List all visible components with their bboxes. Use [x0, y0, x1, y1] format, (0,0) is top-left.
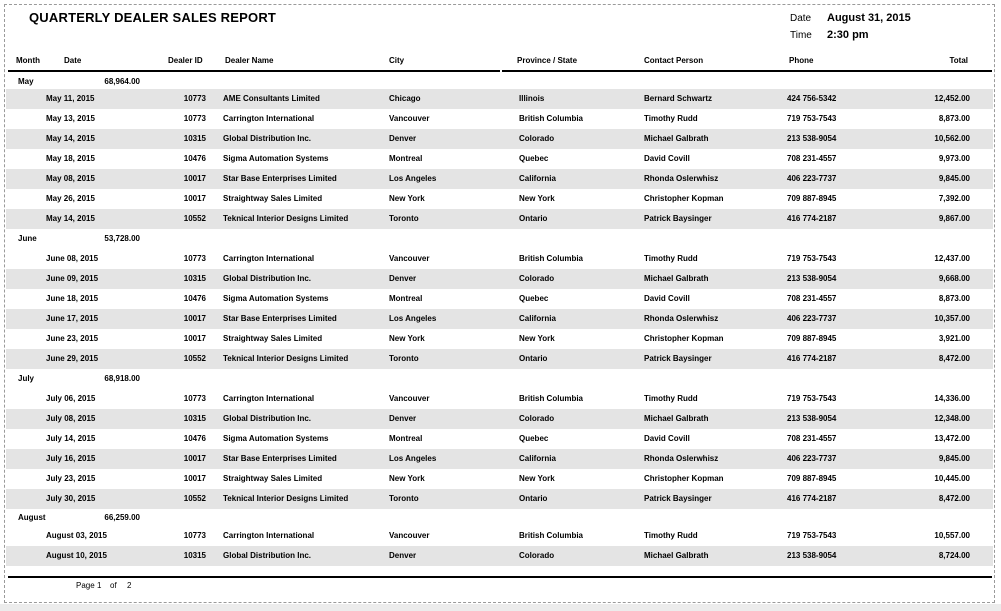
row-city: Vancouver — [389, 531, 430, 540]
date-label: Date — [790, 13, 812, 24]
page-footer — [0, 578, 1001, 594]
row-total: 12,437.00 — [934, 254, 970, 263]
row-phone: 213 538-9054 — [787, 134, 837, 143]
row-date: May 14, 2015 — [46, 134, 95, 143]
row-phone: 719 753-7543 — [787, 254, 837, 263]
row-total: 12,452.00 — [934, 94, 970, 103]
row-contact-person: Michael Galbrath — [644, 274, 709, 283]
row-city: Denver — [389, 274, 417, 283]
row-date: May 08, 2015 — [46, 174, 95, 183]
row-date: May 18, 2015 — [46, 154, 95, 163]
page-number: 1 — [97, 581, 102, 590]
row-total: 13,472.00 — [934, 434, 970, 443]
row-city: Montreal — [389, 154, 423, 163]
table-row — [6, 449, 993, 469]
row-city: Montreal — [389, 294, 423, 303]
row-province-state: Illinois — [519, 94, 545, 103]
row-phone: 416 774-2187 — [787, 214, 837, 223]
row-phone: 416 774-2187 — [787, 354, 837, 363]
row-phone: 416 774-2187 — [787, 494, 837, 503]
row-dealer-name: Straightway Sales Limited — [223, 194, 323, 203]
row-city: Toronto — [389, 354, 419, 363]
row-province-state: California — [519, 314, 556, 323]
table-row — [6, 169, 993, 189]
row-total: 9,867.00 — [938, 214, 970, 223]
row-dealer-name: Teknical Interior Designs Limited — [223, 354, 349, 363]
row-dealer-name: AME Consultants Limited — [223, 94, 320, 103]
row-total: 10,357.00 — [934, 314, 970, 323]
row-contact-person: Rhonda Oslerwhisz — [644, 314, 719, 323]
table-row — [6, 389, 993, 409]
row-date: July 16, 2015 — [46, 454, 96, 463]
row-date: July 08, 2015 — [46, 414, 96, 423]
row-dealer-name: Star Base Enterprises Limited — [223, 174, 337, 183]
table-row — [6, 546, 993, 566]
table-row — [6, 269, 993, 289]
row-dealer-id: 10315 — [183, 274, 206, 283]
row-city: Toronto — [389, 494, 419, 503]
row-city: Los Angeles — [389, 314, 437, 323]
row-date: June 09, 2015 — [46, 274, 99, 283]
row-total: 8,472.00 — [938, 494, 970, 503]
row-total: 8,724.00 — [938, 551, 970, 560]
row-total: 10,445.00 — [934, 474, 970, 483]
row-phone: 213 538-9054 — [787, 274, 837, 283]
row-total: 7,392.00 — [938, 194, 970, 203]
row-dealer-id: 10315 — [183, 414, 206, 423]
row-date: June 18, 2015 — [46, 294, 99, 303]
row-city: Denver — [389, 414, 417, 423]
row-phone: 406 223-7737 — [787, 314, 837, 323]
column-header-month: Month — [16, 56, 40, 65]
row-contact-person: Michael Galbrath — [644, 551, 709, 560]
row-contact-person: David Covill — [644, 154, 690, 163]
row-contact-person: Christopher Kopman — [644, 334, 724, 343]
group-subtotal: 66,259.00 — [104, 513, 140, 522]
column-header-contact-person: Contact Person — [644, 56, 704, 65]
table-row — [6, 89, 993, 109]
row-province-state: Quebec — [519, 294, 549, 303]
row-province-state: California — [519, 454, 556, 463]
row-total: 8,472.00 — [938, 354, 970, 363]
row-dealer-name: Global Distribution Inc. — [223, 414, 311, 423]
row-dealer-id: 10476 — [183, 434, 206, 443]
row-dealer-name: Straightway Sales Limited — [223, 474, 323, 483]
row-dealer-name: Carrington International — [223, 394, 315, 403]
row-phone: 708 231-4557 — [787, 294, 837, 303]
row-province-state: Ontario — [519, 494, 548, 503]
row-province-state: Colorado — [519, 134, 555, 143]
table-row — [6, 309, 993, 329]
column-header-phone: Phone — [789, 56, 814, 65]
row-contact-person: Patrick Baysinger — [644, 354, 712, 363]
row-city: Chicago — [389, 94, 421, 103]
row-date: May 13, 2015 — [46, 114, 95, 123]
table-row — [6, 249, 993, 269]
row-dealer-name: Sigma Automation Systems — [223, 294, 329, 303]
row-dealer-name: Straightway Sales Limited — [223, 334, 323, 343]
time-value: 2:30 pm — [827, 29, 869, 41]
table-row — [6, 526, 993, 546]
group-month-label: July — [18, 374, 35, 383]
row-dealer-name: Carrington International — [223, 531, 315, 540]
row-date: August 10, 2015 — [46, 551, 107, 560]
row-contact-person: Michael Galbrath — [644, 414, 709, 423]
row-dealer-id: 10773 — [183, 254, 206, 263]
table-row — [6, 349, 993, 369]
row-date: July 30, 2015 — [46, 494, 96, 503]
row-dealer-name: Star Base Enterprises Limited — [223, 454, 337, 463]
row-dealer-name: Sigma Automation Systems — [223, 434, 329, 443]
row-contact-person: Michael Galbrath — [644, 134, 709, 143]
row-phone: 719 753-7543 — [787, 394, 837, 403]
row-dealer-id: 10017 — [183, 474, 206, 483]
row-dealer-id: 10017 — [183, 314, 206, 323]
group-month-label: May — [18, 77, 34, 86]
row-date: July 14, 2015 — [46, 434, 96, 443]
table-row — [6, 129, 993, 149]
row-date: August 03, 2015 — [46, 531, 107, 540]
row-dealer-id: 10773 — [183, 394, 206, 403]
column-header-province-state: Province / State — [517, 56, 578, 65]
row-city: Vancouver — [389, 394, 430, 403]
row-province-state: British Columbia — [519, 114, 584, 123]
row-dealer-id: 10315 — [183, 551, 206, 560]
column-header-row — [6, 52, 993, 70]
row-dealer-id: 10773 — [183, 94, 206, 103]
row-date: May 11, 2015 — [46, 94, 95, 103]
column-header-dealer-id: Dealer ID — [168, 56, 203, 65]
row-city: New York — [389, 334, 425, 343]
row-total: 3,921.00 — [938, 334, 970, 343]
group-header-row — [6, 508, 993, 528]
table-row — [6, 329, 993, 349]
row-contact-person: Timothy Rudd — [644, 531, 698, 540]
time-label: Time — [790, 30, 812, 41]
row-total: 9,845.00 — [938, 454, 970, 463]
row-phone: 709 887-8945 — [787, 474, 837, 483]
row-dealer-id: 10773 — [183, 531, 206, 540]
table-row — [6, 149, 993, 169]
row-province-state: Quebec — [519, 154, 549, 163]
row-phone: 406 223-7737 — [787, 454, 837, 463]
row-contact-person: Bernard Schwartz — [644, 94, 713, 103]
table-row — [6, 429, 993, 449]
row-date: June 17, 2015 — [46, 314, 99, 323]
row-city: Vancouver — [389, 254, 430, 263]
row-total: 8,873.00 — [938, 114, 970, 123]
row-dealer-name: Teknical Interior Designs Limited — [223, 494, 349, 503]
row-province-state: Colorado — [519, 551, 555, 560]
row-contact-person: Timothy Rudd — [644, 114, 698, 123]
group-subtotal: 68,964.00 — [104, 77, 140, 86]
row-contact-person: Patrick Baysinger — [644, 494, 712, 503]
table-row — [6, 109, 993, 129]
row-dealer-name: Carrington International — [223, 114, 315, 123]
row-total: 8,873.00 — [938, 294, 970, 303]
row-total: 10,562.00 — [934, 134, 970, 143]
row-dealer-name: Teknical Interior Designs Limited — [223, 214, 349, 223]
row-phone: 424 756-5342 — [787, 94, 837, 103]
row-province-state: New York — [519, 474, 555, 483]
group-month-label: June — [18, 234, 37, 243]
row-contact-person: David Covill — [644, 294, 690, 303]
row-contact-person: Rhonda Oslerwhisz — [644, 174, 719, 183]
row-total: 12,348.00 — [934, 414, 970, 423]
row-dealer-id: 10552 — [183, 214, 206, 223]
row-date: May 14, 2015 — [46, 214, 95, 223]
row-dealer-id: 10315 — [183, 134, 206, 143]
row-province-state: British Columbia — [519, 254, 584, 263]
page-label: Page — [76, 581, 95, 590]
row-province-state: Quebec — [519, 434, 549, 443]
table-row — [6, 409, 993, 429]
row-dealer-id: 10017 — [183, 334, 206, 343]
row-city: Los Angeles — [389, 454, 437, 463]
row-city: New York — [389, 474, 425, 483]
row-phone: 719 753-7543 — [787, 114, 837, 123]
row-total: 10,557.00 — [934, 531, 970, 540]
table-row — [6, 489, 993, 509]
of-label: of — [110, 581, 117, 590]
row-total: 9,973.00 — [938, 154, 970, 163]
row-province-state: New York — [519, 334, 555, 343]
row-province-state: Colorado — [519, 414, 555, 423]
row-province-state: Ontario — [519, 354, 548, 363]
row-province-state: Colorado — [519, 274, 555, 283]
row-dealer-id: 10017 — [183, 174, 206, 183]
row-contact-person: Rhonda Oslerwhisz — [644, 454, 719, 463]
row-phone: 213 538-9054 — [787, 551, 837, 560]
row-dealer-id: 10017 — [183, 194, 206, 203]
group-header-row — [6, 369, 993, 389]
row-contact-person: Christopher Kopman — [644, 474, 724, 483]
group-month-label: August — [18, 513, 46, 522]
row-dealer-name: Star Base Enterprises Limited — [223, 314, 337, 323]
row-phone: 708 231-4557 — [787, 434, 837, 443]
column-header-total: Total — [949, 56, 968, 65]
row-phone: 719 753-7543 — [787, 531, 837, 540]
column-header-city: City — [389, 56, 405, 65]
row-date: June 08, 2015 — [46, 254, 99, 263]
table-row — [6, 189, 993, 209]
row-dealer-id: 10476 — [183, 154, 206, 163]
row-contact-person: Timothy Rudd — [644, 394, 698, 403]
row-city: Montreal — [389, 434, 423, 443]
row-dealer-id: 10017 — [183, 454, 206, 463]
row-total: 9,668.00 — [938, 274, 970, 283]
row-province-state: Ontario — [519, 214, 548, 223]
row-total: 14,336.00 — [934, 394, 970, 403]
row-city: Denver — [389, 134, 417, 143]
row-dealer-name: Global Distribution Inc. — [223, 274, 311, 283]
row-date: June 23, 2015 — [46, 334, 99, 343]
table-row — [6, 209, 993, 229]
column-header-date: Date — [64, 56, 82, 65]
row-city: Los Angeles — [389, 174, 437, 183]
row-phone: 708 231-4557 — [787, 154, 837, 163]
outside-page-area — [0, 604, 1001, 611]
row-dealer-name: Sigma Automation Systems — [223, 154, 329, 163]
row-phone: 709 887-8945 — [787, 334, 837, 343]
row-dealer-id: 10552 — [183, 494, 206, 503]
row-phone: 709 887-8945 — [787, 194, 837, 203]
row-contact-person: David Covill — [644, 434, 690, 443]
row-total: 9,845.00 — [938, 174, 970, 183]
row-date: July 23, 2015 — [46, 474, 96, 483]
row-city: Denver — [389, 551, 417, 560]
row-dealer-id: 10552 — [183, 354, 206, 363]
row-province-state: British Columbia — [519, 531, 584, 540]
row-city: New York — [389, 194, 425, 203]
group-subtotal: 68,918.00 — [104, 374, 140, 383]
row-dealer-name: Global Distribution Inc. — [223, 134, 311, 143]
row-contact-person: Timothy Rudd — [644, 254, 698, 263]
row-city: Toronto — [389, 214, 419, 223]
date-value: August 31, 2015 — [827, 12, 911, 24]
row-dealer-id: 10773 — [183, 114, 206, 123]
row-province-state: British Columbia — [519, 394, 584, 403]
row-date: June 29, 2015 — [46, 354, 99, 363]
report-title: QUARTERLY DEALER SALES REPORT — [29, 10, 277, 25]
row-dealer-name: Global Distribution Inc. — [223, 551, 311, 560]
row-province-state: New York — [519, 194, 555, 203]
row-date: July 06, 2015 — [46, 394, 96, 403]
row-province-state: California — [519, 174, 556, 183]
row-contact-person: Patrick Baysinger — [644, 214, 712, 223]
row-dealer-id: 10476 — [183, 294, 206, 303]
table-row — [6, 469, 993, 489]
row-contact-person: Christopher Kopman — [644, 194, 724, 203]
row-date: May 26, 2015 — [46, 194, 95, 203]
row-phone: 213 538-9054 — [787, 414, 837, 423]
column-header-dealer-name: Dealer Name — [225, 56, 274, 65]
row-phone: 406 223-7737 — [787, 174, 837, 183]
table-row — [6, 289, 993, 309]
group-header-row — [6, 229, 993, 249]
page-count: 2 — [127, 581, 132, 590]
group-subtotal: 53,728.00 — [104, 234, 140, 243]
row-city: Vancouver — [389, 114, 430, 123]
row-dealer-name: Carrington International — [223, 254, 315, 263]
